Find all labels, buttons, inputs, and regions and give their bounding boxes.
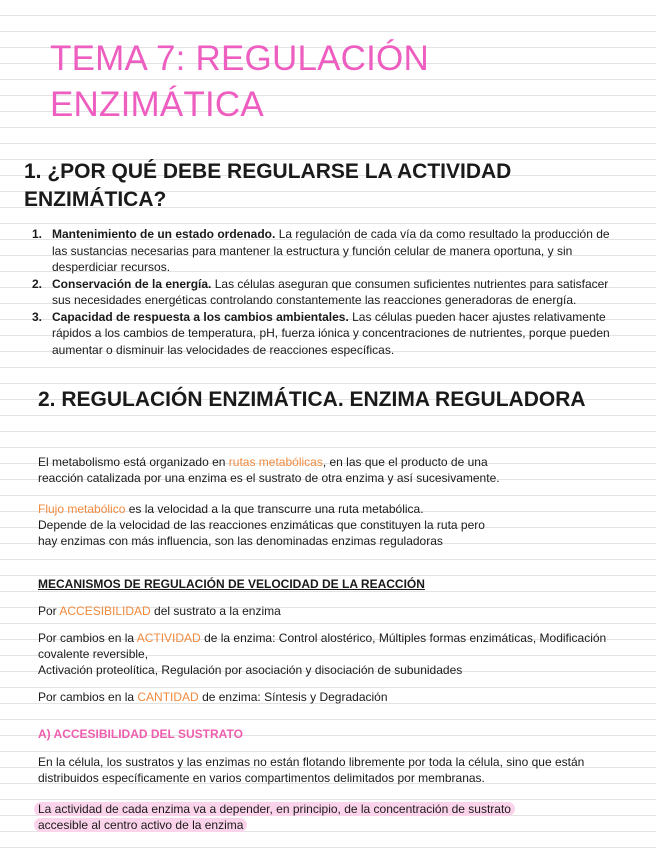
item-text: Las células aseguran que consumen suficientes nutrientes para satisfacer sus necesidades energéticas controlando constantemente las reacciones generadoras de energía. bbox=[52, 276, 609, 307]
text: del sustrato a la enzima bbox=[150, 604, 281, 618]
highlighted-statement bbox=[34, 801, 624, 833]
flujo-metabolico-term: Flujo metabólico bbox=[38, 502, 126, 516]
paragraph-metabolism bbox=[38, 454, 506, 486]
text: Por cambios en la bbox=[38, 631, 137, 645]
paragraph-accessibility: En la célula, los sustratos y las enzimas no están flotando libremente por toda la célula, sino que están distribuidos específicamente en varios compartimentos delimitados por membranas. bbox=[38, 755, 585, 785]
text: de enzima: Síntesis y Degradación bbox=[198, 690, 388, 704]
mechanism-activity bbox=[38, 630, 618, 678]
subheading-a-text: A) ACCESIBILIDAD DEL SUSTRATO bbox=[38, 727, 243, 741]
actividad-term: ACTIVIDAD bbox=[136, 631, 201, 645]
item-number: 1. bbox=[32, 227, 43, 241]
accesibilidad-term: ACCESIBILIDAD bbox=[59, 604, 151, 618]
item-text: Las células pueden hacer ajustes relativamente rápidos a los cambios de temperatura, pH, fuerza iónica y concentraciones de nutrientes, porque pueden aumentar o disminuir las velocidades de reacciones específicas. bbox=[52, 309, 610, 357]
subheading-a bbox=[38, 727, 243, 741]
cantidad-term: CANTIDAD bbox=[137, 690, 199, 704]
list-item bbox=[24, 309, 614, 359]
text: Activación proteolítica, Regulación por asociación y disociación de subunidades bbox=[38, 663, 463, 677]
mechanism-accessibility bbox=[38, 603, 618, 619]
item-number: 3. bbox=[32, 309, 43, 324]
text: Por cambios en la bbox=[38, 690, 138, 704]
link-rutas-metabolicas: rutas metabólicas bbox=[228, 455, 323, 469]
paragraph-flujo bbox=[38, 501, 506, 517]
item-number: 2. bbox=[32, 276, 43, 291]
section-2-heading: 2. REGULACIÓN ENZIMÁTICA. ENZIMA REGULADORA bbox=[38, 388, 586, 411]
text: es la velocidad a la que transcurre una ruta metabólica. bbox=[125, 502, 424, 516]
mechanisms-heading: MECANISMOS DE REGULACIÓN DE VELOCIDAD DE LA REACCIÓN bbox=[38, 577, 425, 591]
mechanism-quantity bbox=[38, 689, 618, 705]
text: de la enzima: Control alostérico, Múltiples formas enzimáticas, Modificación covalente reversible, bbox=[38, 631, 607, 661]
item-bold: Conservación de la energía. bbox=[52, 276, 212, 291]
reasons-list bbox=[24, 226, 614, 358]
highlight-line-2: accesible al centro activo de la enzima bbox=[34, 818, 247, 832]
list-item bbox=[24, 226, 614, 276]
highlight-line-1: La actividad de cada enzima va a depender, en principio, de la concentración de sustrato bbox=[34, 802, 515, 816]
paragraph-depends: Depende de la velocidad de las reacciones enzimáticas que constituyen la ruta pero hay enzimas con más influencia, son las denominadas enzimas reguladoras bbox=[38, 518, 485, 548]
list-item bbox=[24, 276, 614, 309]
item-bold: Capacidad de respuesta a los cambios ambientales. bbox=[52, 309, 349, 324]
text: Por bbox=[38, 604, 60, 618]
text: El metabolismo está organizado en bbox=[38, 455, 229, 469]
page-title: TEMA 7: REGULACIÓN ENZIMÁTICA bbox=[50, 39, 429, 124]
text: , en las que el producto de una reacción catalizada por una enzima es el sustrato de otra enzima y así sucesivamente. bbox=[38, 455, 500, 485]
item-text: La regulación de cada vía da como resultado la producción de las sustancias necesarias para mantener la estructura y función celular de manera oportuna, y sin desperdiciar recursos. bbox=[52, 227, 610, 274]
section-1-heading: 1. ¿POR QUÉ DEBE REGULARSE LA ACTIVIDAD ENZIMÁTICA? bbox=[24, 160, 512, 211]
item-bold: Mantenimiento de un estado ordenado. bbox=[52, 227, 276, 241]
